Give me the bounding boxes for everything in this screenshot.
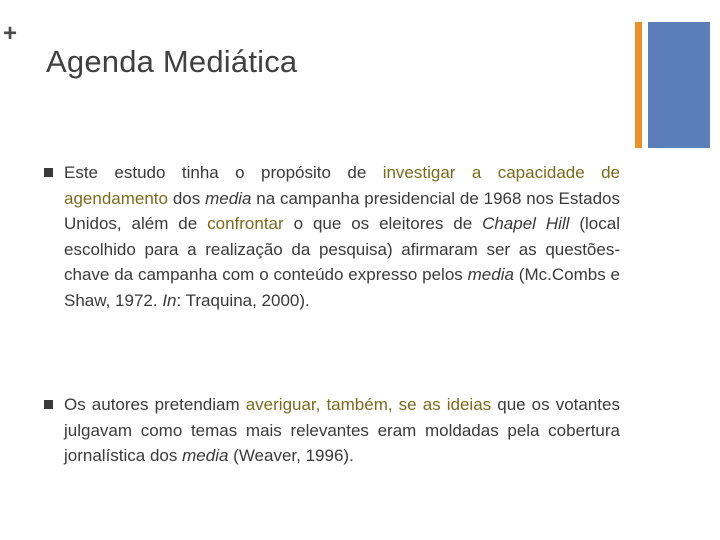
text-segment: confrontar — [207, 214, 284, 233]
text-segment: dos — [167, 188, 206, 208]
text-segment: media — [467, 265, 514, 284]
plus-icon: + — [3, 20, 18, 47]
text-segment: (Mc.Combs e Shaw, 1972. — [64, 265, 621, 310]
text-segment: media — [205, 188, 252, 208]
text-segment: (local escolhido para a realização da pesquisa) afirmaram ser as questões-chave da campanha com o conteúdo expresso pelos — [64, 214, 620, 284]
text-segment: averiguar, também, se as ideias — [245, 395, 492, 414]
text-segment: na campanha presidencial de 1968 nos Estados Unidos, além de — [64, 188, 620, 233]
text-segment: media — [182, 446, 229, 465]
text-segment: Este estudo tinha o propósito de — [64, 163, 383, 182]
slide-title: Agenda Mediática — [46, 44, 298, 79]
accent-block-blue — [648, 22, 710, 148]
text-segment: In — [162, 290, 177, 310]
bullet-item-2 — [44, 392, 624, 469]
text-segment: (Weaver, 1996). — [228, 446, 354, 465]
square-bullet-icon — [44, 400, 53, 409]
bullet-item-1 — [44, 160, 624, 313]
bullet-text — [64, 392, 620, 469]
square-bullet-icon — [44, 168, 53, 177]
bullet-text — [64, 160, 620, 313]
accent-bar-orange — [635, 22, 642, 148]
text-segment: o que os eleitores de — [283, 214, 483, 233]
text-segment: Chapel Hill — [482, 214, 570, 233]
text-segment: Os autores pretendiam — [64, 395, 246, 414]
text-segment: que os votantes julgavam como temas mais relevantes eram moldadas pela cobertura jornalística dos — [64, 395, 620, 465]
text-segment: investigar a capacidade de agendamento — [64, 163, 620, 208]
text-segment: : Traquina, 2000). — [176, 290, 310, 310]
